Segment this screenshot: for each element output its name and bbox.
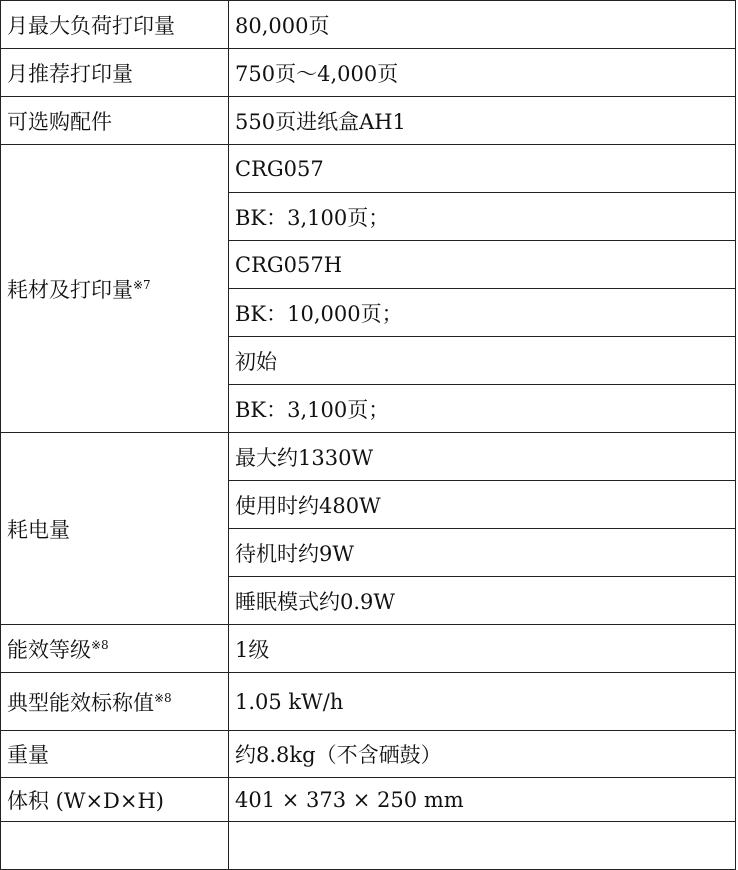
table-row xyxy=(1,625,736,673)
row-value: 1.05 kW/h xyxy=(229,673,736,731)
table-row xyxy=(1,145,736,193)
table-row xyxy=(1,822,736,870)
row-value: 1级 xyxy=(229,625,736,673)
row-value: 750页～4,000页 xyxy=(229,49,736,97)
row-value: 约8.8kg（不含硒鼓） xyxy=(229,731,736,778)
table-row xyxy=(1,49,736,97)
row-label xyxy=(1,625,229,673)
table-row xyxy=(1,731,736,778)
row-value: 睡眠模式约0.9W xyxy=(229,577,736,625)
row-label: 耗电量 xyxy=(1,433,229,625)
table-row xyxy=(1,1,736,49)
footnote-mark: ※8 xyxy=(91,637,109,652)
row-label: 体积 (W×D×H) xyxy=(1,778,229,822)
row-label: 月推荐打印量 xyxy=(1,49,229,97)
row-value: 550页进纸盒AH1 xyxy=(229,97,736,145)
row-value: BK：3,100页； xyxy=(229,193,736,241)
row-label: 月最大负荷打印量 xyxy=(1,1,229,49)
row-label xyxy=(1,673,229,731)
row-value: 80,000页 xyxy=(229,1,736,49)
row-label: 可选购配件 xyxy=(1,97,229,145)
table-row xyxy=(1,433,736,481)
table-row xyxy=(1,97,736,145)
label-text: 耗材及打印量 xyxy=(7,277,133,302)
row-value: 待机时约9W xyxy=(229,529,736,577)
row-value: CRG057 xyxy=(229,145,736,193)
row-value xyxy=(229,822,736,870)
row-value: 401 × 373 × 250 mm xyxy=(229,778,736,822)
row-label xyxy=(1,822,229,870)
row-value: CRG057H xyxy=(229,241,736,289)
row-label xyxy=(1,145,229,433)
label-text: 能效等级 xyxy=(7,637,91,662)
footnote-mark: ※7 xyxy=(133,277,151,292)
row-value: BK：3,100页； xyxy=(229,385,736,433)
label-text: 典型能效标称值 xyxy=(7,690,154,715)
row-value: 使用时约480W xyxy=(229,481,736,529)
table-row xyxy=(1,778,736,822)
row-label: 重量 xyxy=(1,731,229,778)
row-value: 最大约1330W xyxy=(229,433,736,481)
row-value: BK：10,000页； xyxy=(229,289,736,337)
footnote-mark: ※8 xyxy=(154,690,172,705)
table-row xyxy=(1,673,736,731)
row-value: 初始 xyxy=(229,337,736,385)
